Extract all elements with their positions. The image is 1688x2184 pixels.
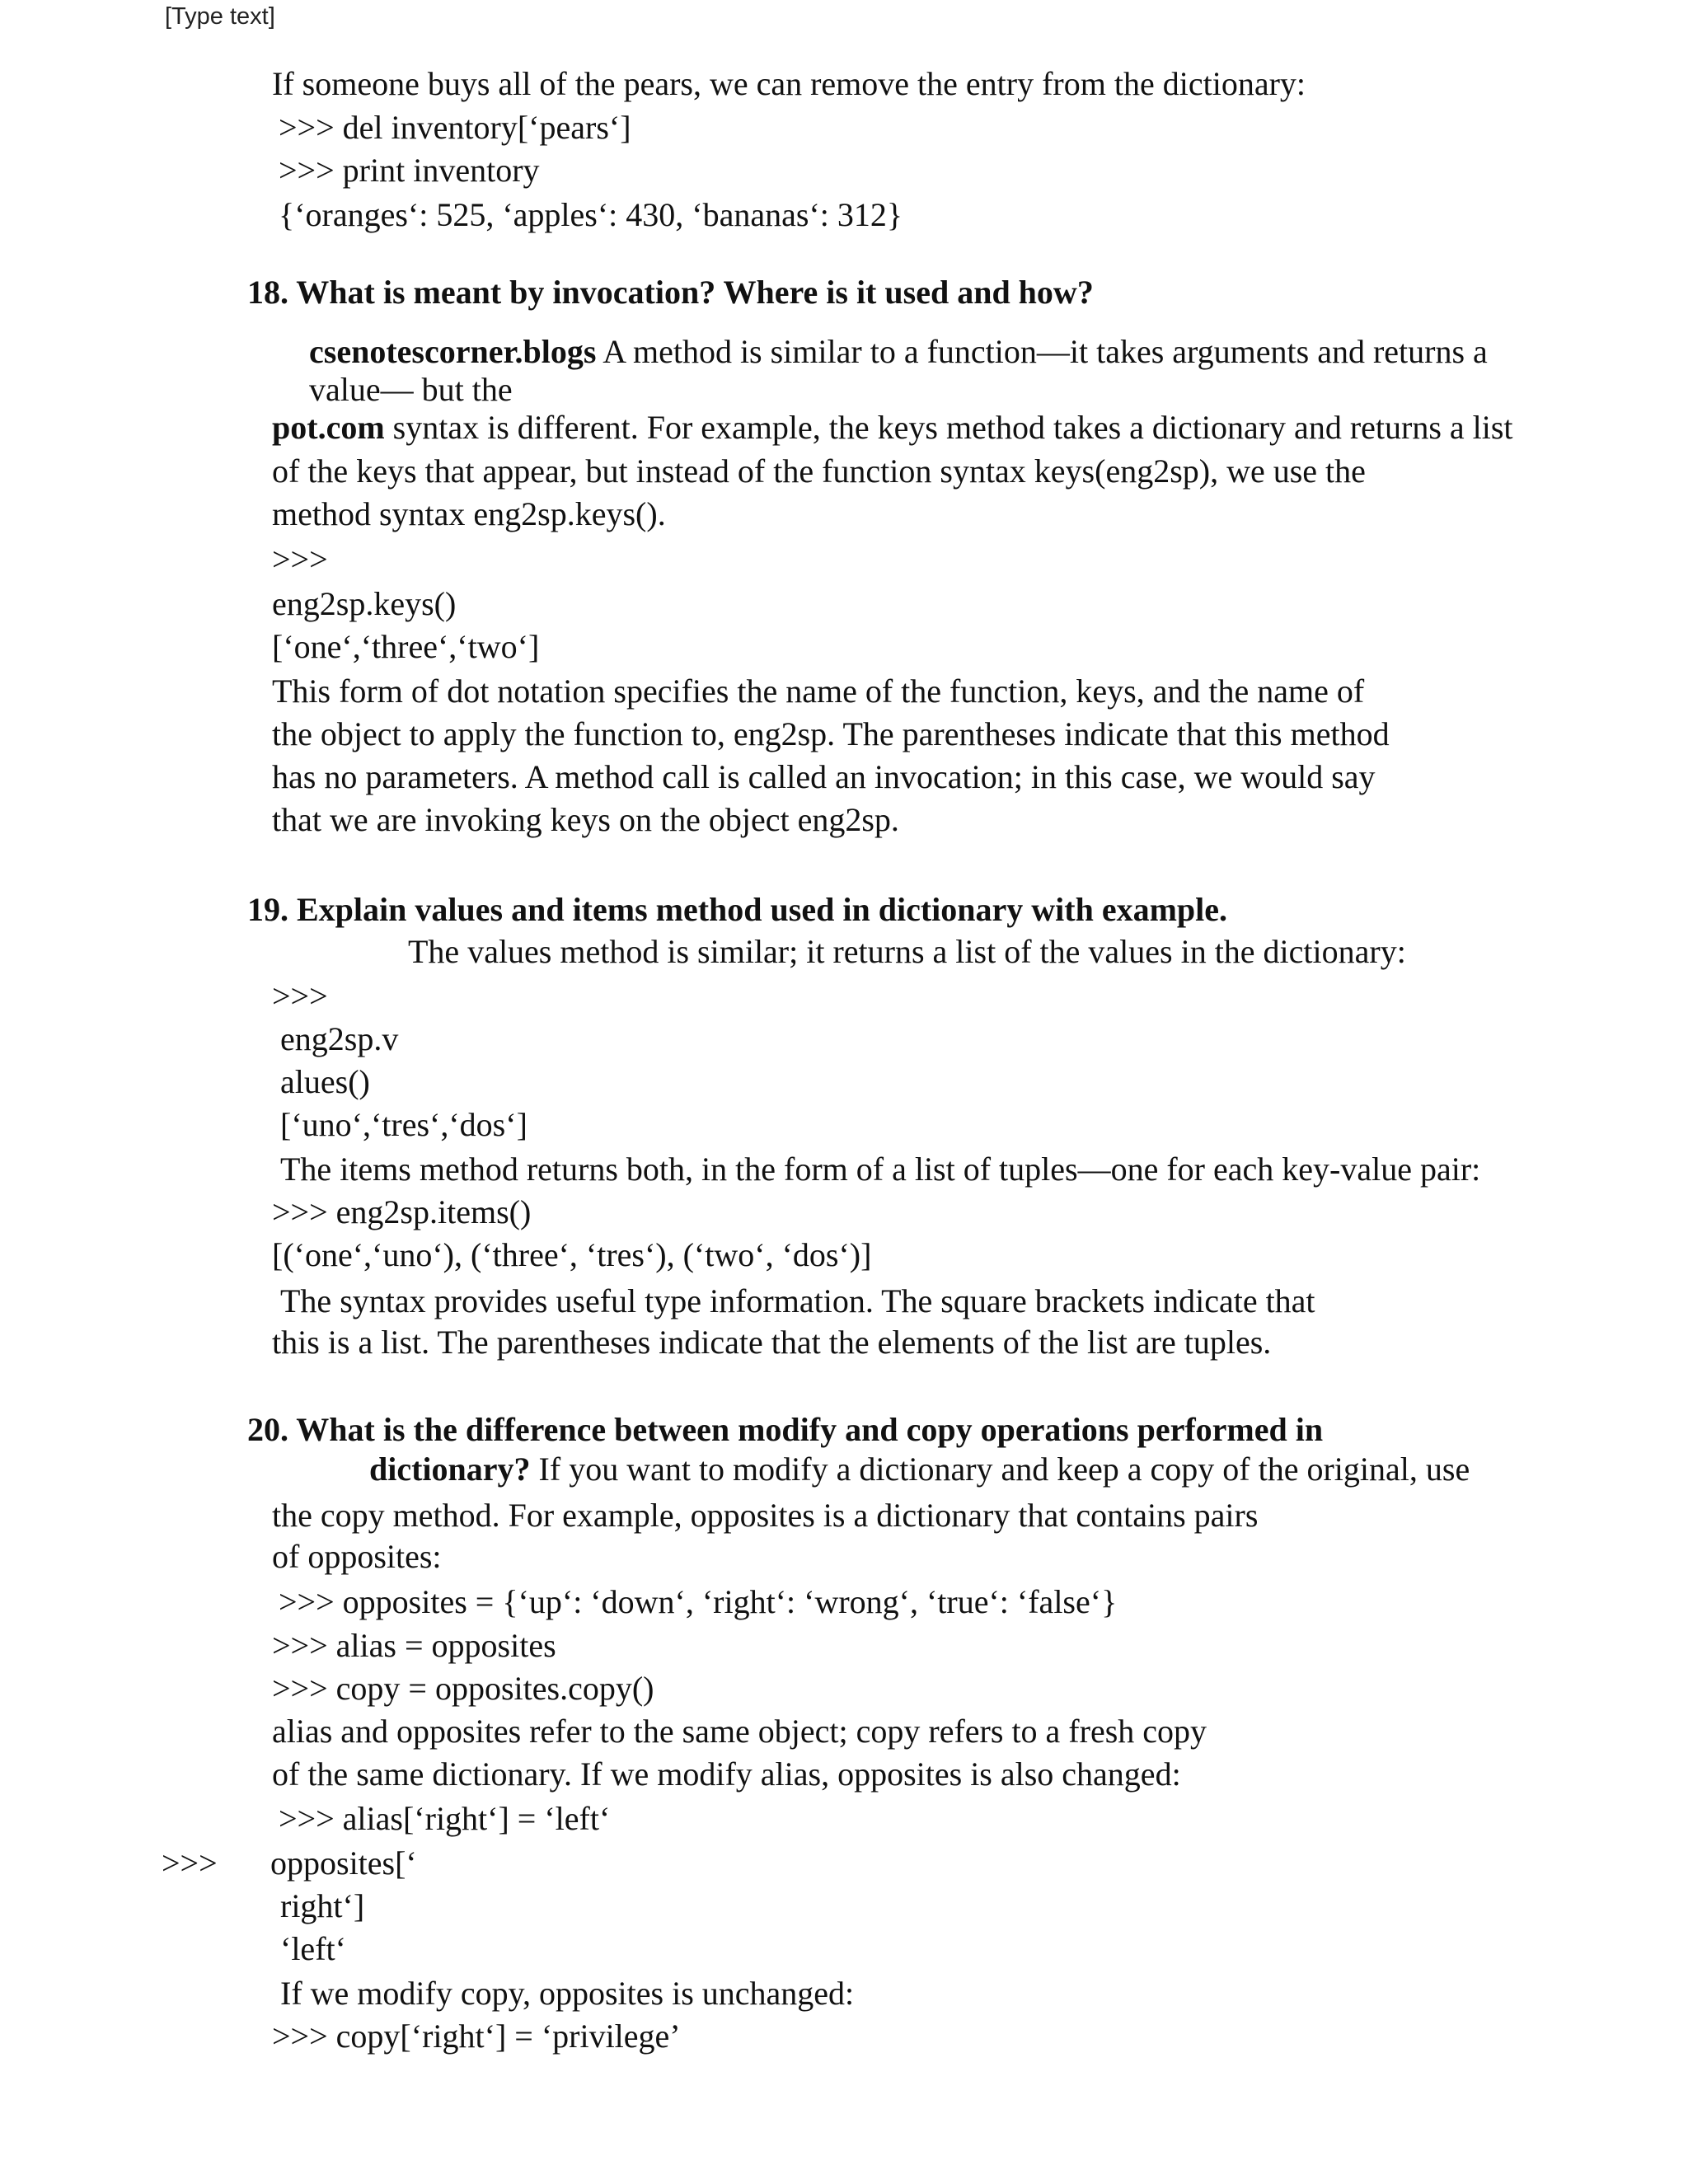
text-line: method syntax eng2sp.keys(). [272, 495, 666, 532]
code-line: >>> opposites = {‘up‘: ‘down‘, ‘right‘: ‘wrong‘, ‘true‘: ‘false‘} [279, 1583, 1118, 1620]
blog-name-part-1: csenotescorner.blogs [309, 333, 597, 370]
code-line: [‘one‘,‘three‘,‘two‘] [272, 628, 540, 665]
code-line: [‘uno‘,‘tres‘,‘dos‘] [280, 1106, 528, 1143]
text-line: has no parameters. A method call is called an invocation; in this case, we would say [272, 758, 1376, 795]
text-line: of the keys that appear, but instead of the function syntax keys(eng2sp), we use the [272, 452, 1366, 490]
code-line: >>> eng2sp.items() [272, 1193, 532, 1230]
code-line: opposites[‘ [270, 1844, 417, 1882]
text-line: the copy method. For example, opposites is a dictionary that contains pairs [272, 1497, 1259, 1534]
text-line: If someone buys all of the pears, we can remove the entry from the dictionary: [272, 65, 1306, 102]
page-header: [Type text] [165, 3, 275, 30]
code-line: eng2sp.keys() [272, 585, 457, 622]
code-line: eng2sp.v [280, 1020, 399, 1057]
text-line: The values method is similar; it returns a list of the values in the dictionary: [408, 933, 1406, 970]
code-line: >>> print inventory [279, 152, 540, 189]
text-span: If you want to modify a dictionary and keep a copy of the original, use [530, 1451, 1470, 1488]
text-line: If we modify copy, opposites is unchanged: [280, 1975, 855, 2012]
question-20-heading: 20. What is the difference between modify and copy operations performed in [247, 1411, 1324, 1448]
question-20-heading-end: dictionary? [369, 1451, 531, 1488]
text-line [309, 332, 1488, 372]
code-line: >>> alias[‘right‘] = ‘left‘ [279, 1800, 611, 1837]
text-line: the object to apply the function to, eng2sp. The parentheses indicate that this method [272, 715, 1390, 752]
text-span: A method is similar to a function—it takes arguments and returns a [596, 333, 1488, 370]
code-line: right‘] [280, 1887, 365, 1924]
text-line [369, 1450, 1470, 1489]
code-line: ‘left‘ [280, 1930, 346, 1967]
text-line: alias and opposites refer to the same object; copy refers to a fresh copy [272, 1713, 1207, 1750]
blog-name-part-2: pot.com [272, 409, 385, 446]
text-line: of the same dictionary. If we modify alias, opposites is also changed: [272, 1755, 1181, 1793]
code-line: >>> copy[‘right‘] = ‘privilege’ [272, 2018, 681, 2055]
text-line: of opposites: [272, 1538, 442, 1575]
text-line [272, 408, 1513, 448]
question-18-heading: 18. What is meant by invocation? Where is it used and how? [247, 274, 1094, 311]
code-line: >>> alias = opposites [272, 1627, 556, 1664]
text-span: syntax is different. For example, the keys method takes a dictionary and returns a list [384, 409, 1513, 446]
code-line: {‘oranges‘: 525, ‘apples‘: 430, ‘bananas‘: 312} [279, 196, 903, 233]
text-line: value— but the [309, 371, 513, 408]
text-line: The items method returns both, in the form of a list of tuples—one for each key-value pair: [280, 1151, 1481, 1188]
question-19-heading: 19. Explain values and items method used in dictionary with example. [247, 891, 1228, 928]
code-line: [(‘one‘,‘uno‘), (‘three‘, ‘tres‘), (‘two‘, ‘dos‘)] [272, 1236, 872, 1273]
text-line: The syntax provides useful type information. The square brackets indicate that [280, 1282, 1315, 1319]
text-line: this is a list. The parentheses indicate that the elements of the list are tuples. [272, 1324, 1272, 1361]
code-line: >>> [272, 977, 328, 1015]
code-line: alues() [280, 1063, 370, 1100]
text-line: that we are invoking keys on the object eng2sp. [272, 801, 899, 838]
code-prompt: >>> [162, 1844, 218, 1882]
text-line: This form of dot notation specifies the name of the function, keys, and the name of [272, 673, 1365, 710]
code-line: >>> [272, 541, 328, 578]
code-line: >>> copy = opposites.copy() [272, 1670, 654, 1707]
code-line: >>> del inventory[‘pears‘] [279, 109, 631, 146]
